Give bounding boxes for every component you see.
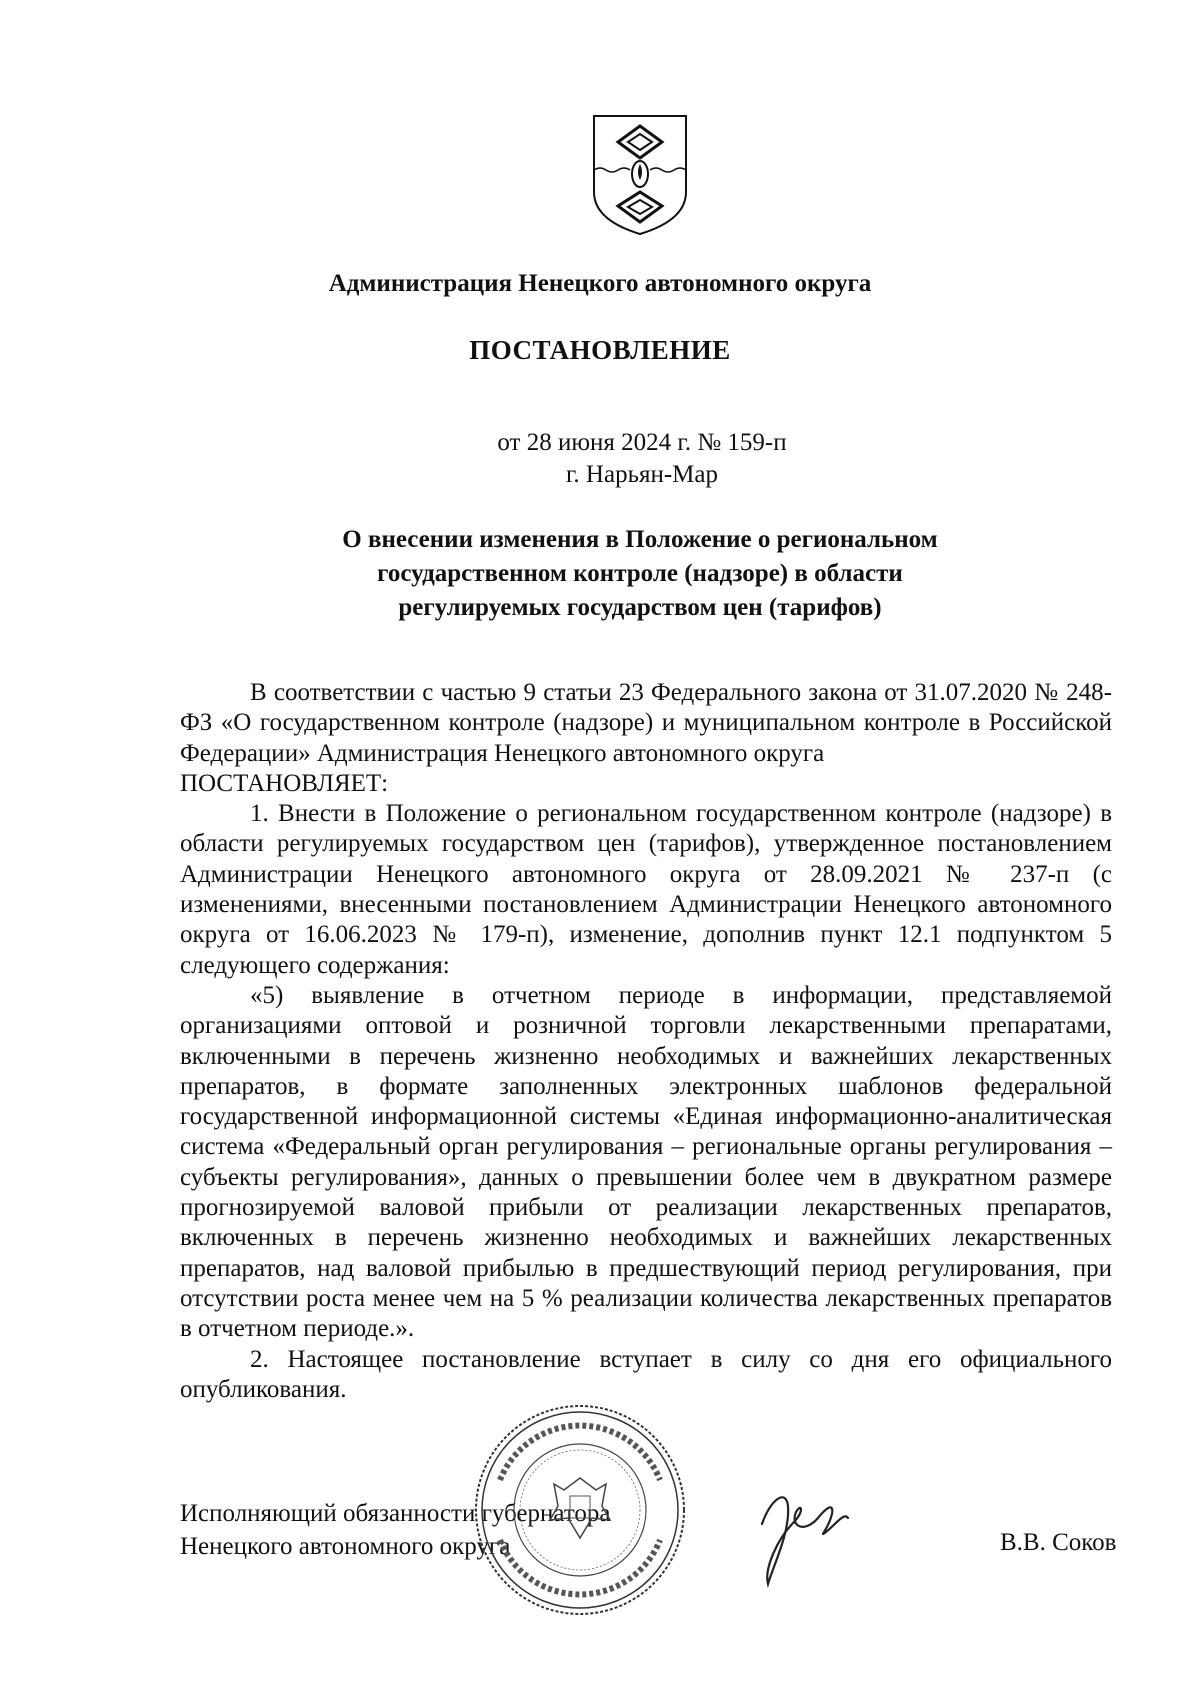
date-number: от 28 июня 2024 г. № 159-п <box>497 429 787 456</box>
decree-word: ПОСТАНОВЛЯЕТ: <box>180 769 389 797</box>
position-line: Ненецкого автономного округа <box>180 1533 511 1560</box>
preamble: В соответствии с частью 9 статьи 23 Федерального закона от 31.07.2020 № 248-ФЗ «О государственном контроле (надзоре) и муниципальном контроле в Российской Федерации» Администрация Ненецкого автономного округа <box>180 679 1112 767</box>
document-title <box>280 523 1000 625</box>
place: г. Нарьян-Мар <box>565 461 718 488</box>
organization-name: Администрация Ненецкого автономного округа <box>328 270 872 297</box>
signer-name: В.В. Соков <box>1000 1529 1117 1556</box>
nao-coat-of-arms-icon <box>590 112 690 238</box>
document-body <box>180 678 1112 1405</box>
title-line: регулируемых государством цен (тарифов) <box>398 594 882 621</box>
position-line: Исполняющий обязанности губернатора <box>180 1500 611 1527</box>
title-line: государственном контроле (надзоре) в области <box>377 560 903 587</box>
item-1: 1. Внести в Положение о региональном государственном контроле (надзоре) в области регулируемых государством цен (тарифов), утвержденное постановлением Администрации Ненецкого автономного округа от 28.09.2021 № 237-п (с изменениями, внесенными постановлением Администрации Ненецкого автономного округа от 16.06.2023 № 179-п), изменение, дополнив пункт 12.1 подпунктом 5 следующего содержания: <box>180 800 1112 979</box>
date-and-place <box>472 427 812 491</box>
document-type: ПОСТАНОВЛЕНИЕ <box>469 335 731 365</box>
item-2: 2. Настоящее постановление вступает в силу со дня его официального опубликования. <box>180 1345 1112 1403</box>
title-line: О внесении изменения в Положение о региональном <box>342 526 938 553</box>
subitem-5: «5) выявление в отчетном периоде в информации, представляемой организациями оптовой и розничной торговли лекарственными препаратами, включенными в перечень жизненно необходимых и важнейших лекарственных препаратов, в формате заполненных электронных шаблонов федеральной государственной информационной системы «Единая информационно-аналитическая система «Федеральный орган регулирования – региональные органы регулирования – субъекты регулирования», данных о превышении более чем в двукратном размере прогнозируемой валовой прибыли от реализации лекарственных препаратов, включенных в перечень жизненно необходимых и важнейших лекарственных препаратов, над валовой прибылью в предшествующий период регулирования, при отсутствии роста менее чем на 5 % реализации количества лекарственных препаратов в отчетном периоде.». <box>180 981 1112 1343</box>
handwritten-signature-icon <box>748 1472 858 1592</box>
official-seal-icon <box>470 1400 690 1620</box>
